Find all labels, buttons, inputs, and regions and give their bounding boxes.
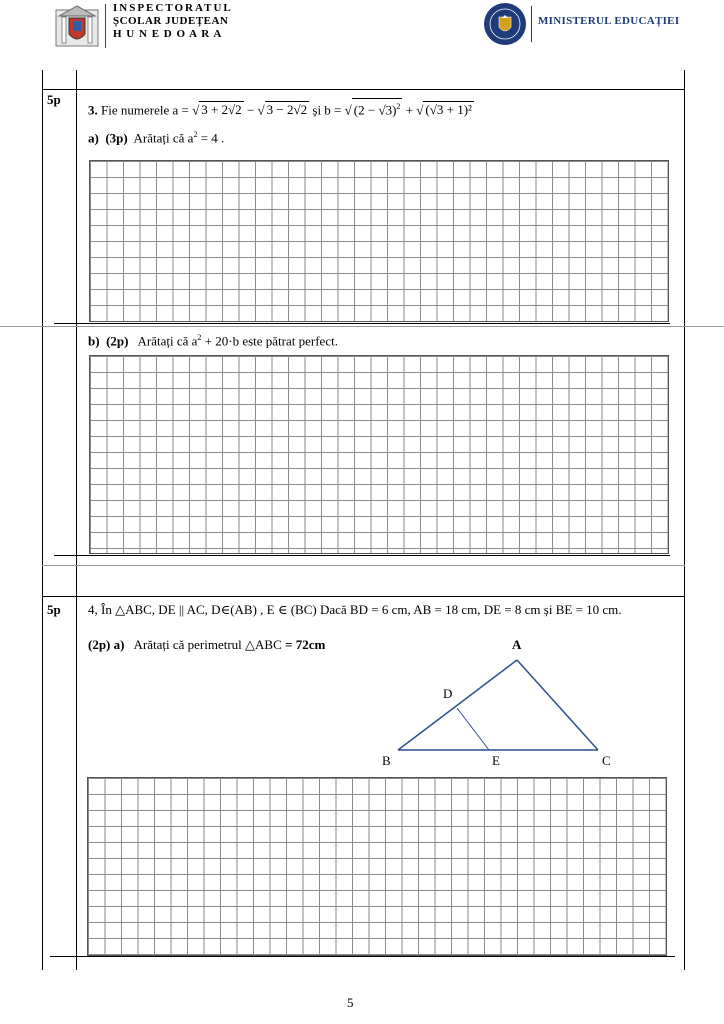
triangle-figure: [380, 630, 630, 775]
isj-logo-icon: [53, 2, 101, 48]
label-d: D: [443, 686, 453, 701]
q3a-body: Arătați că a: [133, 130, 194, 146]
q4-statement: 4, În △ABC, DE || AC, D∈(AB) , E ∈ (BC) Dacă BD = 6 cm, AB = 18 cm, DE = 8 cm și BE = 10 cm.: [88, 602, 622, 617]
q3a-text: [88, 130, 224, 146]
q3-b-term2: (√3 + 1)²: [425, 102, 472, 118]
q3a-body2: = 4 .: [197, 130, 225, 146]
q3-prefix: Fie numerele a =: [101, 102, 189, 118]
q4a-text: [88, 637, 325, 653]
q3-points: 5p: [47, 92, 61, 107]
q3b-points: (2p): [106, 333, 129, 349]
q4a-body: Arătați că perimetrul △ABC: [133, 637, 286, 652]
label-e: E: [492, 753, 500, 768]
label-a: A: [512, 637, 522, 652]
government-seal: [483, 2, 527, 46]
section-separator: [0, 326, 724, 327]
header-divider: [105, 4, 106, 48]
romania-seal-icon: [483, 2, 527, 46]
q3-statement: 3. Fie numerele a = √ 3 + 2√2 − √ 3 − 2√2 și b = √ $(2 - √3)^2$ + √ (√3 + 1)²: [88, 98, 474, 118]
row-top-line: [42, 89, 685, 90]
q3b-bottom-line: [54, 555, 670, 556]
q4-top-line: [42, 565, 685, 566]
q3-a-term2: 3 − 2√2: [266, 102, 308, 118]
segment-de: [457, 708, 489, 750]
q3b-body: Arătați că a: [137, 333, 198, 349]
segment-ac: [517, 660, 598, 750]
points-column-border: [76, 70, 77, 970]
left-border: [42, 70, 43, 970]
q3b-answer-grid[interactable]: [89, 355, 669, 554]
q4-points: 5p: [47, 602, 61, 617]
q4a-label: (2p) a): [88, 637, 125, 652]
q3a-bottom-line: [54, 323, 670, 324]
q4-bottom-line: [50, 956, 675, 957]
q3-b-exp: 2: [396, 102, 401, 111]
q3-b-term1-wrap: [352, 98, 403, 117]
q4a-answer-grid[interactable]: [87, 777, 667, 956]
label-b: B: [382, 753, 391, 768]
isj-title-line2: ȘCOLAR JUDEȚEAN: [113, 15, 229, 27]
q3-a-minus: −: [246, 102, 255, 118]
right-border: [684, 70, 685, 970]
q3-number: 3.: [88, 102, 98, 118]
q3-and-b: și b =: [312, 102, 342, 118]
q4-header-line: [42, 596, 685, 597]
ministry-name: MINISTERUL EDUCAȚIEI: [538, 15, 680, 27]
q3-b-plus: +: [405, 102, 414, 118]
q3b-text: [88, 333, 338, 349]
segment-ab: [398, 660, 517, 750]
q4a-value: = 72cm: [285, 637, 326, 652]
q3a-answer-grid[interactable]: [89, 160, 669, 322]
q3b-sup: 2: [197, 333, 202, 342]
label-c: C: [602, 753, 611, 768]
ministry-divider: [531, 6, 532, 42]
q3a-label: a): [88, 130, 99, 146]
q3-a-term1: 3 + 2√2: [201, 102, 242, 118]
q3b-label: b): [88, 333, 100, 349]
q3a-sup: 2: [193, 130, 198, 139]
q3b-body2: + 20·b este pătrat perfect.: [201, 333, 338, 349]
isj-title-line1: INSPECTORATUL: [113, 2, 233, 14]
q3-b-term1: (2 − √3): [353, 102, 397, 118]
page-number: 5: [347, 995, 354, 1010]
q3a-points: (3p): [105, 130, 128, 146]
isj-title-line3: H U N E D O A R A: [113, 28, 223, 40]
isj-logo: [53, 2, 101, 48]
